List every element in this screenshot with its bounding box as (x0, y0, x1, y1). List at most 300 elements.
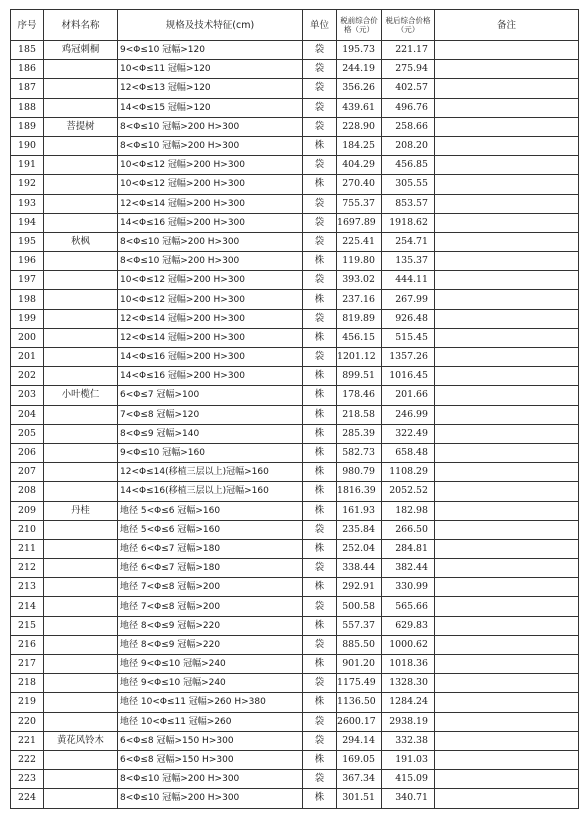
cell-price-post-tax: 1328.30 (382, 674, 435, 693)
table-row (11, 655, 579, 674)
cell-price-post-tax: 258.66 (382, 117, 435, 136)
cell-spec: 地径 10<Φ≤11 冠幅>260 H>380 (118, 693, 303, 712)
cell-price-pre-tax: 557.37 (337, 616, 382, 635)
cell-material-name: 丹桂 (44, 501, 118, 520)
cell-unit: 株 (303, 252, 337, 271)
cell-note (435, 271, 579, 290)
cell-price-post-tax: 267.99 (382, 290, 435, 309)
header-spec: 规格及技术特征(cm) (118, 10, 303, 41)
cell-price-post-tax: 853.57 (382, 194, 435, 213)
cell-no: 196 (11, 252, 44, 271)
cell-note (435, 213, 579, 232)
cell-unit: 株 (303, 655, 337, 674)
cell-unit: 株 (303, 367, 337, 386)
cell-spec: 8<Φ≤9 冠幅>140 (118, 424, 303, 443)
cell-no: 202 (11, 367, 44, 386)
cell-price-pre-tax: 178.46 (337, 386, 382, 405)
cell-spec: 8<Φ≤10 冠幅>200 H>300 (118, 252, 303, 271)
cell-no: 223 (11, 770, 44, 789)
cell-material-name (44, 750, 118, 769)
cell-spec: 地径 9<Φ≤10 冠幅>240 (118, 674, 303, 693)
table-row (11, 348, 579, 367)
cell-material-name (44, 156, 118, 175)
cell-spec: 8<Φ≤10 冠幅>200 H>300 (118, 232, 303, 251)
cell-material-name (44, 136, 118, 155)
cell-note (435, 424, 579, 443)
price-table-container (10, 9, 578, 809)
cell-spec: 6<Φ≤8 冠幅>150 H>300 (118, 731, 303, 750)
cell-unit: 袋 (303, 597, 337, 616)
cell-material-name (44, 712, 118, 731)
cell-spec: 地径 8<Φ≤9 冠幅>220 (118, 635, 303, 654)
cell-note (435, 443, 579, 462)
cell-price-pre-tax: 1201.12 (337, 348, 382, 367)
cell-note (435, 367, 579, 386)
cell-spec: 地径 6<Φ≤7 冠幅>180 (118, 539, 303, 558)
table-row (11, 194, 579, 213)
cell-material-name: 鸡冠刺桐 (44, 41, 118, 60)
table-row (11, 635, 579, 654)
cell-unit: 株 (303, 750, 337, 769)
cell-no: 218 (11, 674, 44, 693)
cell-price-pre-tax: 244.19 (337, 60, 382, 79)
cell-spec: 10<Φ≤12 冠幅>200 H>300 (118, 290, 303, 309)
cell-note (435, 501, 579, 520)
cell-material-name (44, 367, 118, 386)
cell-material-name (44, 309, 118, 328)
cell-price-pre-tax: 901.20 (337, 655, 382, 674)
cell-price-post-tax: 1357.26 (382, 348, 435, 367)
cell-note (435, 712, 579, 731)
cell-spec: 地径 10<Φ≤11 冠幅>260 (118, 712, 303, 731)
cell-note (435, 463, 579, 482)
table-row (11, 539, 579, 558)
cell-no: 193 (11, 194, 44, 213)
table-row (11, 156, 579, 175)
cell-unit: 株 (303, 539, 337, 558)
cell-material-name (44, 559, 118, 578)
cell-price-post-tax: 182.98 (382, 501, 435, 520)
table-row (11, 79, 579, 98)
cell-no: 186 (11, 60, 44, 79)
cell-unit: 袋 (303, 559, 337, 578)
cell-unit: 株 (303, 789, 337, 808)
cell-note (435, 98, 579, 117)
cell-price-post-tax: 456.85 (382, 156, 435, 175)
cell-no: 221 (11, 731, 44, 750)
cell-price-post-tax: 382.44 (382, 559, 435, 578)
cell-no: 185 (11, 41, 44, 60)
table-row (11, 693, 579, 712)
cell-unit: 袋 (303, 98, 337, 117)
cell-material-name: 黄花风铃木 (44, 731, 118, 750)
cell-price-post-tax: 515.45 (382, 328, 435, 347)
table-row (11, 578, 579, 597)
cell-price-post-tax: 496.76 (382, 98, 435, 117)
cell-price-pre-tax: 439.61 (337, 98, 382, 117)
cell-spec: 14<Φ≤16 冠幅>200 H>300 (118, 213, 303, 232)
cell-price-post-tax: 208.20 (382, 136, 435, 155)
table-row (11, 789, 579, 808)
cell-note (435, 539, 579, 558)
cell-no: 213 (11, 578, 44, 597)
cell-price-post-tax: 305.55 (382, 175, 435, 194)
cell-unit: 袋 (303, 271, 337, 290)
table-row (11, 175, 579, 194)
cell-unit: 袋 (303, 309, 337, 328)
cell-price-pre-tax: 270.40 (337, 175, 382, 194)
cell-spec: 10<Φ≤12 冠幅>200 H>300 (118, 156, 303, 175)
cell-unit: 株 (303, 693, 337, 712)
cell-price-post-tax: 275.94 (382, 60, 435, 79)
cell-price-post-tax: 1000.62 (382, 635, 435, 654)
cell-unit: 株 (303, 290, 337, 309)
cell-unit: 袋 (303, 770, 337, 789)
cell-unit: 袋 (303, 520, 337, 539)
cell-spec: 6<Φ≤7 冠幅>100 (118, 386, 303, 405)
cell-note (435, 635, 579, 654)
cell-price-post-tax: 330.99 (382, 578, 435, 597)
cell-material-name (44, 98, 118, 117)
cell-note (435, 79, 579, 98)
cell-material-name (44, 674, 118, 693)
cell-unit: 袋 (303, 156, 337, 175)
cell-material-name (44, 635, 118, 654)
table-row (11, 386, 579, 405)
table-row (11, 463, 579, 482)
cell-material-name (44, 175, 118, 194)
price-table (10, 9, 579, 809)
cell-spec: 地径 8<Φ≤9 冠幅>220 (118, 616, 303, 635)
cell-no: 204 (11, 405, 44, 424)
cell-no: 192 (11, 175, 44, 194)
cell-note (435, 175, 579, 194)
cell-spec: 8<Φ≤10 冠幅>200 H>300 (118, 117, 303, 136)
cell-unit: 株 (303, 386, 337, 405)
cell-spec: 9<Φ≤10 冠幅>160 (118, 443, 303, 462)
cell-price-pre-tax: 294.14 (337, 731, 382, 750)
cell-material-name (44, 443, 118, 462)
cell-price-pre-tax: 1816.39 (337, 482, 382, 501)
cell-price-pre-tax: 195.73 (337, 41, 382, 60)
table-row (11, 213, 579, 232)
cell-note (435, 731, 579, 750)
cell-price-pre-tax: 301.51 (337, 789, 382, 808)
cell-no: 201 (11, 348, 44, 367)
cell-price-pre-tax: 456.15 (337, 328, 382, 347)
cell-price-pre-tax: 235.84 (337, 520, 382, 539)
table-row (11, 41, 579, 60)
cell-price-post-tax: 565.66 (382, 597, 435, 616)
header-price-pre-tax: 税前综合价格（元） (337, 10, 382, 41)
table-row (11, 443, 579, 462)
table-row (11, 328, 579, 347)
cell-no: 200 (11, 328, 44, 347)
cell-spec: 地径 5<Φ≤6 冠幅>160 (118, 501, 303, 520)
cell-price-pre-tax: 500.58 (337, 597, 382, 616)
cell-material-name (44, 424, 118, 443)
table-row (11, 520, 579, 539)
cell-unit: 株 (303, 443, 337, 462)
cell-spec: 12<Φ≤14 冠幅>200 H>300 (118, 309, 303, 328)
cell-price-post-tax: 266.50 (382, 520, 435, 539)
table-row (11, 712, 579, 731)
cell-material-name: 小叶榄仁 (44, 386, 118, 405)
cell-spec: 14<Φ≤16 冠幅>200 H>300 (118, 348, 303, 367)
cell-price-pre-tax: 237.16 (337, 290, 382, 309)
cell-spec: 8<Φ≤10 冠幅>200 H>300 (118, 770, 303, 789)
cell-unit: 株 (303, 405, 337, 424)
cell-price-post-tax: 191.03 (382, 750, 435, 769)
cell-note (435, 117, 579, 136)
cell-no: 212 (11, 559, 44, 578)
cell-price-pre-tax: 1175.49 (337, 674, 382, 693)
cell-price-pre-tax: 225.41 (337, 232, 382, 251)
cell-spec: 14<Φ≤16 冠幅>200 H>300 (118, 367, 303, 386)
cell-price-post-tax: 284.81 (382, 539, 435, 558)
cell-material-name (44, 616, 118, 635)
cell-price-post-tax: 254.71 (382, 232, 435, 251)
cell-note (435, 252, 579, 271)
cell-no: 206 (11, 443, 44, 462)
cell-price-pre-tax: 169.05 (337, 750, 382, 769)
table-header-row (11, 10, 579, 41)
cell-note (435, 232, 579, 251)
cell-no: 215 (11, 616, 44, 635)
cell-unit: 株 (303, 501, 337, 520)
table-row (11, 117, 579, 136)
table-row (11, 136, 579, 155)
cell-note (435, 309, 579, 328)
cell-price-post-tax: 221.17 (382, 41, 435, 60)
cell-note (435, 616, 579, 635)
cell-material-name (44, 405, 118, 424)
cell-unit: 袋 (303, 41, 337, 60)
cell-spec: 12<Φ≤14 冠幅>200 H>300 (118, 194, 303, 213)
cell-price-post-tax: 340.71 (382, 789, 435, 808)
cell-note (435, 60, 579, 79)
cell-no: 217 (11, 655, 44, 674)
cell-price-post-tax: 322.49 (382, 424, 435, 443)
cell-no: 205 (11, 424, 44, 443)
cell-price-pre-tax: 885.50 (337, 635, 382, 654)
cell-spec: 地径 9<Φ≤10 冠幅>240 (118, 655, 303, 674)
cell-price-pre-tax: 367.34 (337, 770, 382, 789)
table-row (11, 616, 579, 635)
cell-no: 198 (11, 290, 44, 309)
cell-material-name (44, 213, 118, 232)
cell-note (435, 578, 579, 597)
cell-note (435, 328, 579, 347)
cell-price-pre-tax: 2600.17 (337, 712, 382, 731)
table-row (11, 367, 579, 386)
cell-price-post-tax: 402.57 (382, 79, 435, 98)
table-row (11, 252, 579, 271)
cell-note (435, 789, 579, 808)
cell-no: 197 (11, 271, 44, 290)
cell-spec: 12<Φ≤14(移植三层以上)冠幅>160 (118, 463, 303, 482)
cell-price-pre-tax: 285.39 (337, 424, 382, 443)
cell-unit: 株 (303, 136, 337, 155)
cell-no: 224 (11, 789, 44, 808)
cell-price-post-tax: 246.99 (382, 405, 435, 424)
cell-material-name (44, 539, 118, 558)
cell-note (435, 156, 579, 175)
cell-price-pre-tax: 252.04 (337, 539, 382, 558)
cell-spec: 地径 5<Φ≤6 冠幅>160 (118, 520, 303, 539)
cell-spec: 9<Φ≤10 冠幅>120 (118, 41, 303, 60)
cell-note (435, 520, 579, 539)
cell-spec: 12<Φ≤14 冠幅>200 H>300 (118, 328, 303, 347)
cell-price-pre-tax: 980.79 (337, 463, 382, 482)
cell-no: 220 (11, 712, 44, 731)
cell-note (435, 136, 579, 155)
cell-material-name (44, 520, 118, 539)
cell-unit: 株 (303, 578, 337, 597)
cell-material-name (44, 290, 118, 309)
cell-material-name: 菩提树 (44, 117, 118, 136)
header-no: 序号 (11, 10, 44, 41)
cell-spec: 地径 6<Φ≤7 冠幅>180 (118, 559, 303, 578)
cell-no: 187 (11, 79, 44, 98)
cell-spec: 地径 7<Φ≤8 冠幅>200 (118, 578, 303, 597)
cell-no: 195 (11, 232, 44, 251)
cell-price-post-tax: 201.66 (382, 386, 435, 405)
cell-spec: 10<Φ≤12 冠幅>200 H>300 (118, 271, 303, 290)
cell-no: 191 (11, 156, 44, 175)
cell-material-name (44, 693, 118, 712)
cell-unit: 袋 (303, 117, 337, 136)
cell-note (435, 559, 579, 578)
cell-note (435, 750, 579, 769)
cell-no: 203 (11, 386, 44, 405)
header-price-post-tax: 税后综合价格（元） (382, 10, 435, 41)
cell-note (435, 348, 579, 367)
cell-no: 219 (11, 693, 44, 712)
cell-unit: 株 (303, 616, 337, 635)
cell-no: 189 (11, 117, 44, 136)
cell-price-post-tax: 2938.19 (382, 712, 435, 731)
cell-note (435, 386, 579, 405)
table-row (11, 309, 579, 328)
cell-price-pre-tax: 1697.89 (337, 213, 382, 232)
cell-price-pre-tax: 356.26 (337, 79, 382, 98)
cell-note (435, 290, 579, 309)
cell-price-pre-tax: 899.51 (337, 367, 382, 386)
cell-note (435, 674, 579, 693)
cell-price-post-tax: 629.83 (382, 616, 435, 635)
cell-note (435, 770, 579, 789)
cell-price-pre-tax: 119.80 (337, 252, 382, 271)
table-row (11, 60, 579, 79)
cell-material-name (44, 655, 118, 674)
cell-price-pre-tax: 1136.50 (337, 693, 382, 712)
cell-unit: 袋 (303, 194, 337, 213)
cell-material-name (44, 578, 118, 597)
cell-unit: 袋 (303, 712, 337, 731)
cell-unit: 袋 (303, 79, 337, 98)
cell-no: 210 (11, 520, 44, 539)
cell-note (435, 482, 579, 501)
cell-no: 207 (11, 463, 44, 482)
cell-price-pre-tax: 228.90 (337, 117, 382, 136)
cell-spec: 14<Φ≤16(移植三层以上)冠幅>160 (118, 482, 303, 501)
cell-spec: 10<Φ≤11 冠幅>120 (118, 60, 303, 79)
cell-price-pre-tax: 582.73 (337, 443, 382, 462)
cell-material-name (44, 463, 118, 482)
cell-price-pre-tax: 292.91 (337, 578, 382, 597)
cell-spec: 6<Φ≤8 冠幅>150 H>300 (118, 750, 303, 769)
cell-unit: 株 (303, 482, 337, 501)
cell-material-name (44, 770, 118, 789)
cell-material-name (44, 348, 118, 367)
cell-price-post-tax: 1018.36 (382, 655, 435, 674)
cell-no: 194 (11, 213, 44, 232)
cell-no: 209 (11, 501, 44, 520)
header-unit: 单位 (303, 10, 337, 41)
cell-unit: 袋 (303, 635, 337, 654)
cell-unit: 袋 (303, 348, 337, 367)
cell-note (435, 655, 579, 674)
table-row (11, 501, 579, 520)
cell-price-pre-tax: 819.89 (337, 309, 382, 328)
cell-unit: 株 (303, 175, 337, 194)
cell-price-post-tax: 2052.52 (382, 482, 435, 501)
cell-material-name (44, 79, 118, 98)
cell-note (435, 693, 579, 712)
cell-price-post-tax: 1108.29 (382, 463, 435, 482)
cell-price-post-tax: 658.48 (382, 443, 435, 462)
cell-material-name (44, 271, 118, 290)
table-row (11, 482, 579, 501)
cell-spec: 8<Φ≤10 冠幅>200 H>300 (118, 789, 303, 808)
cell-material-name (44, 328, 118, 347)
table-row (11, 232, 579, 251)
cell-material-name (44, 252, 118, 271)
cell-price-pre-tax: 755.37 (337, 194, 382, 213)
cell-price-post-tax: 415.09 (382, 770, 435, 789)
table-row (11, 98, 579, 117)
table-body (11, 41, 579, 809)
cell-price-pre-tax: 218.58 (337, 405, 382, 424)
cell-unit: 袋 (303, 232, 337, 251)
table-row (11, 731, 579, 750)
cell-material-name (44, 789, 118, 808)
cell-unit: 袋 (303, 60, 337, 79)
cell-unit: 袋 (303, 213, 337, 232)
cell-spec: 12<Φ≤13 冠幅>120 (118, 79, 303, 98)
cell-no: 190 (11, 136, 44, 155)
cell-unit: 株 (303, 463, 337, 482)
cell-price-pre-tax: 161.93 (337, 501, 382, 520)
table-row (11, 559, 579, 578)
cell-unit: 株 (303, 328, 337, 347)
cell-no: 216 (11, 635, 44, 654)
header-material-name: 材料名称 (44, 10, 118, 41)
cell-price-post-tax: 1284.24 (382, 693, 435, 712)
cell-price-post-tax: 1016.45 (382, 367, 435, 386)
cell-spec: 10<Φ≤12 冠幅>200 H>300 (118, 175, 303, 194)
cell-note (435, 405, 579, 424)
cell-material-name (44, 482, 118, 501)
cell-price-pre-tax: 184.25 (337, 136, 382, 155)
cell-price-pre-tax: 338.44 (337, 559, 382, 578)
cell-no: 211 (11, 539, 44, 558)
table-row (11, 271, 579, 290)
table-row (11, 750, 579, 769)
table-row (11, 597, 579, 616)
cell-note (435, 597, 579, 616)
